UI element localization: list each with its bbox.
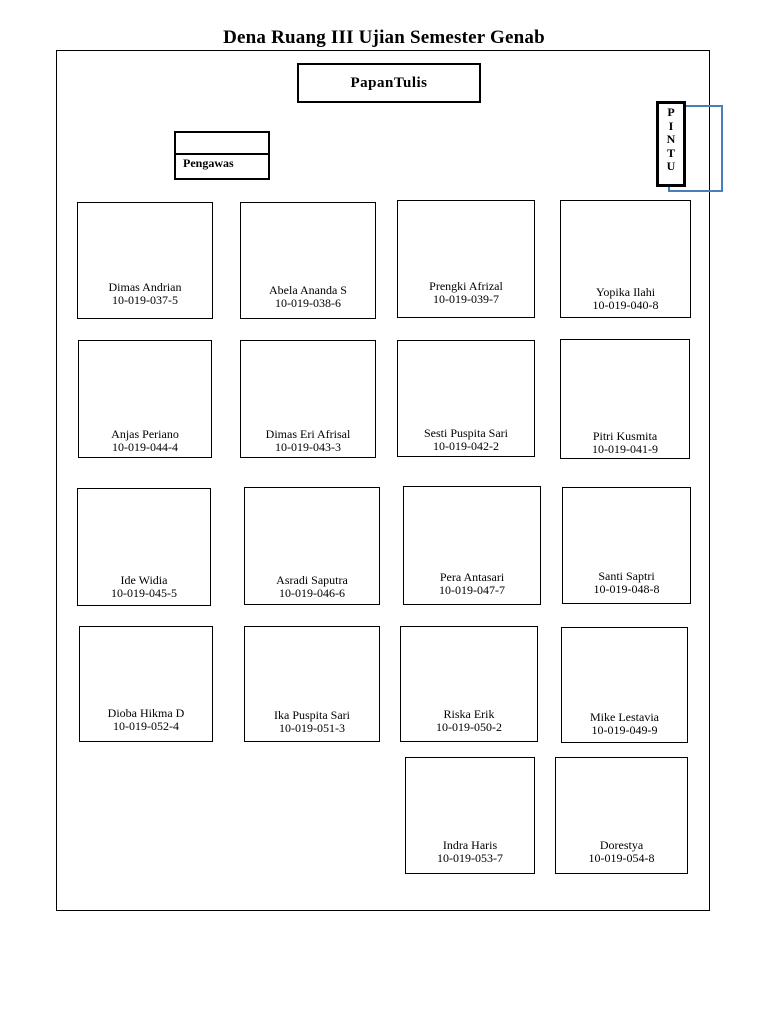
seat [240,340,376,458]
student-name: Sesti Puspita Sari [423,426,508,440]
seat [560,339,690,459]
door-letter: U [666,159,676,173]
student-id: 10-019-038-6 [275,296,341,310]
seat [400,626,538,742]
student-id: 10-019-048-8 [593,582,660,596]
seat [397,340,535,457]
seat [405,757,535,874]
student-name: Indra Haris [442,838,498,852]
door-letter: P [667,105,675,119]
page-title: Dena Ruang III Ujian Semester Genab [223,27,545,48]
seat [561,627,688,743]
student-name: Dorestya [599,838,644,852]
student-id: 10-019-050-2 [436,720,502,734]
seat [79,626,213,742]
seat [397,200,535,318]
student-id: 10-019-046-6 [279,586,345,600]
seat [403,486,541,605]
student-name: Dimas Andrian [108,280,182,294]
student-id: 10-019-052-4 [113,719,179,733]
student-name: Riska Erik [443,707,495,721]
student-id: 10-019-037-5 [112,293,178,307]
student-name: Dioba Hikma D [107,706,185,720]
student-id: 10-019-049-9 [591,723,658,737]
student-name: Yopika Ilahi [595,285,656,299]
seat [560,200,691,318]
student-id: 10-019-047-7 [439,583,505,597]
supervisor-label: Pengawas [183,156,234,170]
student-name: Ika Puspita Sari [274,708,350,722]
door-letter: T [666,145,675,160]
student-id: 10-019-043-3 [275,440,341,454]
seat [240,202,376,319]
student-name: Ide Widia [120,573,168,587]
student-id: 10-019-044-4 [112,440,178,454]
student-name: Dimas Eri Afrisal [265,427,351,441]
supervisor-desk-divider [176,153,268,155]
student-id: 10-019-042-2 [433,439,499,453]
student-id: 10-019-041-9 [592,442,658,456]
student-id: 10-019-040-8 [592,298,659,312]
student-name: Abela Ananda S [269,283,347,297]
student-id: 10-019-053-7 [437,851,503,865]
seat [77,202,213,319]
student-name: Prengki Afrizal [429,279,503,293]
student-id: 10-019-045-5 [111,586,177,600]
seat [78,340,212,458]
student-id: 10-019-039-7 [433,292,499,306]
student-id: 10-019-051-3 [279,721,345,735]
student-name: Anjas Periano [111,427,179,441]
seat [555,757,688,874]
student-name: Mike Lestavia [590,710,659,724]
seat [77,488,211,606]
door-letter: I [668,118,674,133]
student-name: Asradi Saputra [276,573,348,587]
seat [562,487,691,604]
student-id: 10-019-054-8 [588,851,655,865]
seat [244,626,380,742]
door-letter: N [666,132,676,146]
door [656,101,686,187]
seat [244,487,380,605]
student-name: Pitri Kusmita [592,429,658,443]
supervisor-desk [174,131,270,180]
student-name: Pera Antasari [439,570,505,584]
whiteboard: PapanTulis [297,63,481,103]
student-name: Santi Saptri [598,569,655,583]
